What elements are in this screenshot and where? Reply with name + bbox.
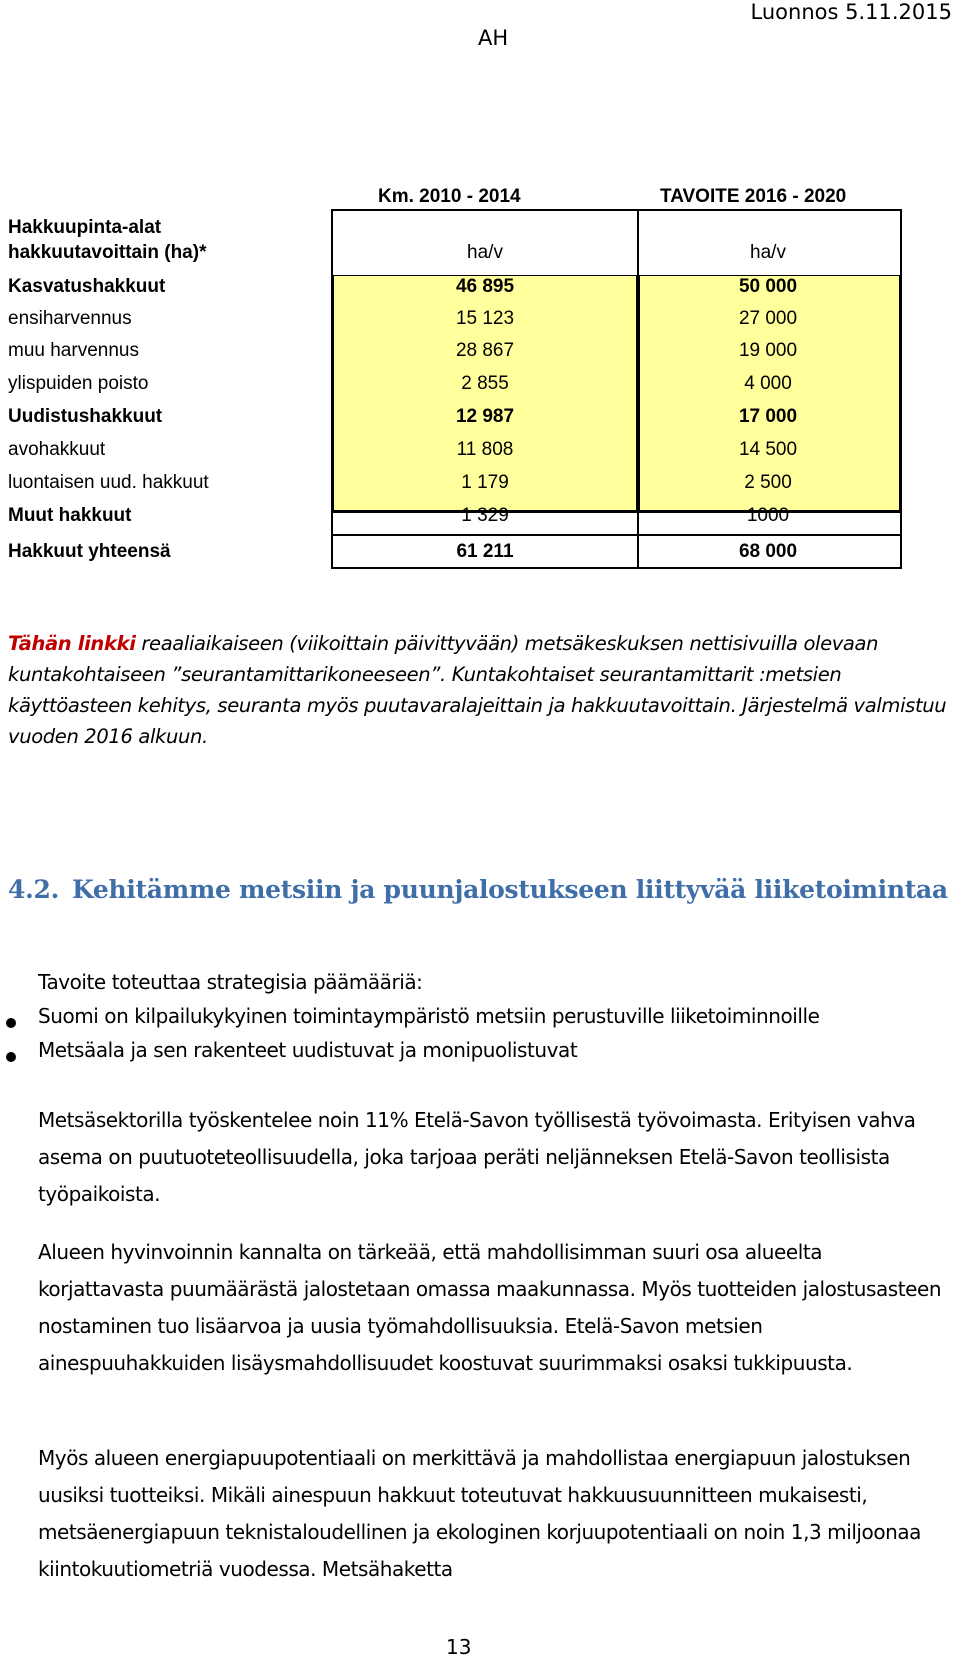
section-number: 4.2.: [8, 875, 59, 904]
bullet-icon: [6, 1052, 16, 1062]
body-paragraph: Alueen hyvinvoinnin kannalta on tärkeää, että mahdollisimman suuri osa alueelta korjattavasta puumäärästä jalostetaan omassa maakunnassa. Myös tuotteiden jalostusasteen nostaminen tuo lisäarvoa ja uusia työmahdollisuuksia. Etelä-Savon metsien ainespuuhakkuiden lisäysmahdollisuudet koostuvat suurimmaksi osaksi tukkipuusta.: [38, 1240, 942, 1375]
table-cell: 11 808: [456, 439, 514, 460]
col-header-target-2016-2020: TAVOITE 2016 - 2020: [660, 186, 847, 207]
table-cell: 4 000: [744, 373, 792, 394]
table-cell: 1000: [746, 505, 790, 526]
table-cell-total: 68 000: [738, 541, 798, 562]
table-cell: 2 855: [461, 373, 509, 394]
bullet-icon: [6, 1018, 16, 1028]
page-number: 13: [446, 1635, 472, 1659]
section-title: Kehitämme metsiin ja puunjalostukseen liittyvää liiketoimintaa: [72, 875, 948, 904]
goals-intro: Tavoite toteuttaa strategisia päämääriä:: [38, 970, 423, 994]
author-initials: AH: [478, 26, 509, 50]
note-paragraph: [8, 628, 948, 752]
table-cell: 14 500: [738, 439, 798, 460]
row-label: muu harvennus: [8, 340, 139, 361]
row-label-header-2: hakkuutavoittain (ha)*: [8, 242, 207, 263]
row-label: Muut hakkuut: [8, 505, 132, 526]
goal-bullet-item: Suomi on kilpailukykyinen toimintaympäristö metsiin perustuville liiketoiminnoille: [38, 1004, 820, 1028]
table-cell: 50 000: [738, 276, 798, 297]
row-label: luontaisen uud. hakkuut: [8, 472, 209, 493]
table-cell: 2 500: [744, 472, 792, 493]
table-cell: 27 000: [738, 308, 798, 329]
table-cell: 28 867: [455, 340, 515, 361]
table-cell: 15 123: [455, 308, 515, 329]
table-cell: 1 179: [461, 472, 509, 493]
unit-cell: ha/v: [467, 242, 503, 263]
row-label: ylispuiden poisto: [8, 373, 149, 394]
row-label: Kasvatushakkuut: [8, 276, 166, 297]
table-cell: 12 987: [455, 406, 515, 427]
table-cell-total: 61 211: [456, 541, 514, 562]
col-header-2010-2014: Km. 2010 - 2014: [378, 186, 521, 207]
section-heading: [8, 875, 948, 904]
row-label: avohakkuut: [8, 439, 106, 460]
note-link[interactable]: Tähän linkki: [8, 632, 136, 655]
row-label: Uudistushakkuut: [8, 406, 163, 427]
row-label: ensiharvennus: [8, 308, 132, 329]
goal-bullet-item: Metsäala ja sen rakenteet uudistuvat ja monipuolistuvat: [38, 1038, 578, 1062]
draft-date: Luonnos 5.11.2015: [750, 0, 952, 24]
unit-cell: ha/v: [750, 242, 786, 263]
table-cell: 1 329: [461, 505, 509, 526]
table-cell: 19 000: [738, 340, 798, 361]
body-paragraph: Myös alueen energiapuupotentiaali on merkittävä ja mahdollistaa energiapuun jalostuksen uusiksi tuotteiksi. Mikäli ainespuun hakkuut toteutuvat hakkuusuunnitteen mukaisesti, metsäenergiapuun teknistaloudellinen ja ekologinen korjuupotentiaali on noin 1,3 miljoonaa kiintokuutiometriä vuodessa. Metsähaketta: [38, 1446, 921, 1581]
row-label-header-1: Hakkuupinta-alat: [8, 217, 162, 238]
table-cell: 46 895: [455, 276, 515, 297]
body-paragraph: Metsäsektorilla työskentelee noin 11% Etelä-Savon työllisestä työvoimasta. Erityisen vahva asema on puutuoteteollisuudella, joka tarjoaa peräti neljänneksen Etelä-Savon teollisista työpaikoista.: [38, 1108, 916, 1206]
row-label-total: Hakkuut yhteensä: [8, 541, 171, 562]
table-cell: 17 000: [738, 406, 798, 427]
table-row-divider: [331, 534, 902, 536]
note-text: reaaliaikaiseen (viikoittain päivittyvään) metsäkeskuksen nettisivuilla olevaan kuntakohtaiseen ”seurantamittarikoneeseen”. Kuntakohtaiset seurantamittarit :metsien käyttöasteen kehitys, seuranta myös puutavaralajeittain ja hakkuutavoittain. Järjestelmä valmistuu vuoden 2016 alkuun.: [8, 632, 947, 748]
